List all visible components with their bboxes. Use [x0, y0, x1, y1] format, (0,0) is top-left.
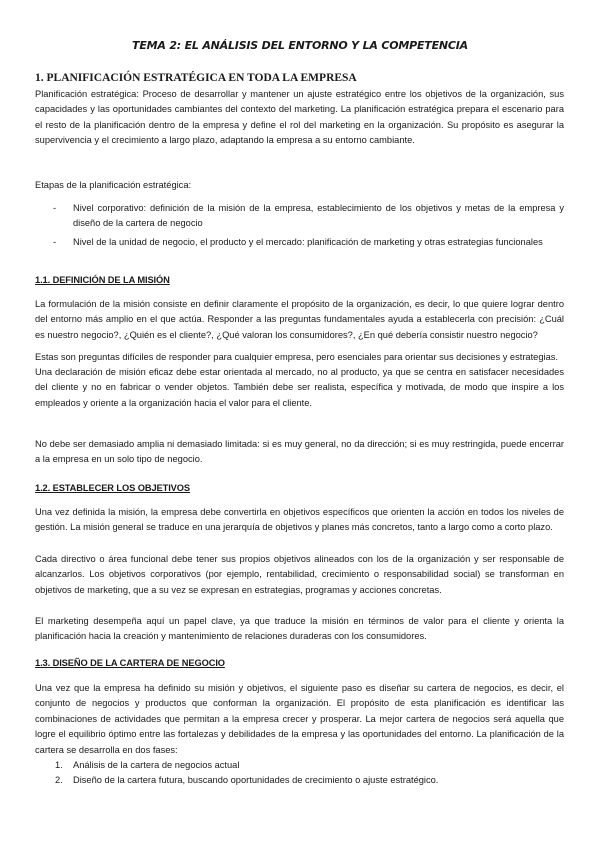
objectives-paragraph-1: Una vez definida la misión, la empresa debe convertirla en objetivos específicos que orienten la acción en todos los niveles de gestión. La misión general se traduce en una jerarquía de objetivos y planes más concretos, tanto a largo como a corto plazo. — [35, 507, 564, 533]
mission-paragraph-2: Estas son preguntas difíciles de responder para cualquier empresa, pero esenciales para orientar sus decisiones y estrategias. — [35, 352, 558, 362]
list-item-text: Nivel corporativo: definición de la misión de la empresa, establecimiento de los objetivos y metas de la empresa y diseño de la cartera de negocio — [73, 203, 564, 229]
list-item: 2. Diseño de la cartera futura, buscando oportunidades de crecimiento o ajuste estratégico. — [55, 775, 439, 786]
section-1-paragraph: Planificación estratégica: Proceso de desarrollar y mantener un ajuste estratégico entre los objetivos de la organización, sus capacidades y las oportunidades cambiantes del contexto del marketing. La planificación estratégica prepara el escenario para el resto de la planificación dentro de la empresa y define el rol del marketing en la organización. Su propósito es asegurar la supervivencia y el crecimiento a largo plazo, adaptando la empresa a su entorno cambiante. — [35, 89, 564, 146]
list-item: - Nivel corporativo: definición de la misión de la empresa, establecimiento de los objetivos y metas de la empresa y diseño de la cartera de negocio — [53, 203, 564, 229]
list-item: - Nivel de la unidad de negocio, el producto y el mercado: planificación de marketing y otras estrategias funcionales — [53, 236, 543, 247]
mission-paragraph-4: No debe ser demasiado amplia ni demasiado limitada: si es muy general, no da dirección; si es muy restringida, puede encerrar a la empresa en un solo tipo de negocio. — [35, 439, 564, 465]
stages-intro: Etapas de la planificación estratégica: — [35, 180, 192, 190]
list-item-text: Nivel de la unidad de negocio, el producto y el mercado: planificación de marketing y otras estrategias funcionales — [73, 236, 543, 247]
section-1-3-heading: 1.3. DISEÑO DE LA CARTERA DE NEGOCIO — [35, 658, 225, 668]
stages-list — [35, 201, 564, 253]
mission-paragraph-3: Una declaración de misión eficaz debe estar orientada al mercado, no al producto, ya que se centra en satisfacer necesidades del cliente y no en fabricar o vender objetos. También debe ser realista, específica y motivada, de modo que inspire a los empleados y oriente a la organización hacia el valor para el cliente. — [35, 367, 564, 408]
section-1-heading: 1. PLANIFICACIÓN ESTRATÉGICA EN TODA LA EMPRESA — [35, 72, 357, 84]
objectives-paragraph-3: El marketing desempeña aquí un papel clave, ya que traduce la misión en términos de valor para el cliente y orienta la planificación hacia la creación y mantenimiento de relaciones duraderas con los consumidores. — [35, 616, 564, 642]
list-item: 1. Análisis de la cartera de negocios actual — [55, 760, 240, 770]
list-item-text: Análisis de la cartera de negocios actual — [73, 760, 240, 770]
phases-list — [35, 758, 564, 789]
mission-paragraph-1: La formulación de la misión consiste en definir claramente el propósito de la organización, es decir, lo que quiere lograr dentro del entorno más amplio en el que actúa. Responder a las preguntas fundamentales ayuda a establecerla con precisión: ¿Cuál es nuestro negocio?, ¿Quién es el cliente?, ¿Qué valoran los consumidores?, ¿En qué debería consistir nuestro negocio? — [35, 299, 564, 340]
section-1-2-heading: 1.2. ESTABLECER LOS OBJETIVOS — [35, 483, 191, 493]
section-1-1-heading: 1.1. DEFINICIÓN DE LA MISIÓN — [35, 275, 170, 285]
page-title: TEMA 2: EL ANÁLISIS DEL ENTORNO Y LA COMPETENCIA — [132, 39, 468, 52]
portfolio-paragraph: Una vez que la empresa ha definido su misión y objetivos, el siguiente paso es diseñar su cartera de negocios, es decir, el conjunto de negocios y productos que conforman la organización. El propósito de esta planificación es identificar las combinaciones de actividades que permitan a la empresa crecer y prosperar. La mejor cartera de negocios será aquella que logre el equilibrio óptimo entre las fortalezas y debilidades de la empresa y las oportunidades del entorno. La planificación de la cartera se desarrolla en dos fases: — [35, 683, 564, 755]
objectives-paragraph-2: Cada directivo o área funcional debe tener sus propios objetivos alineados con los de la organización y ser responsable de alcanzarlos. Los objetivos corporativos (por ejemplo, rentabilidad, crecimiento o responsabilidad social) se transforman en objetivos de marketing, que a su vez se expresan en estrategias, programas y acciones concretas. — [35, 554, 564, 595]
list-item-text: Diseño de la cartera futura, buscando oportunidades de crecimiento o ajuste estratégico. — [73, 775, 439, 786]
